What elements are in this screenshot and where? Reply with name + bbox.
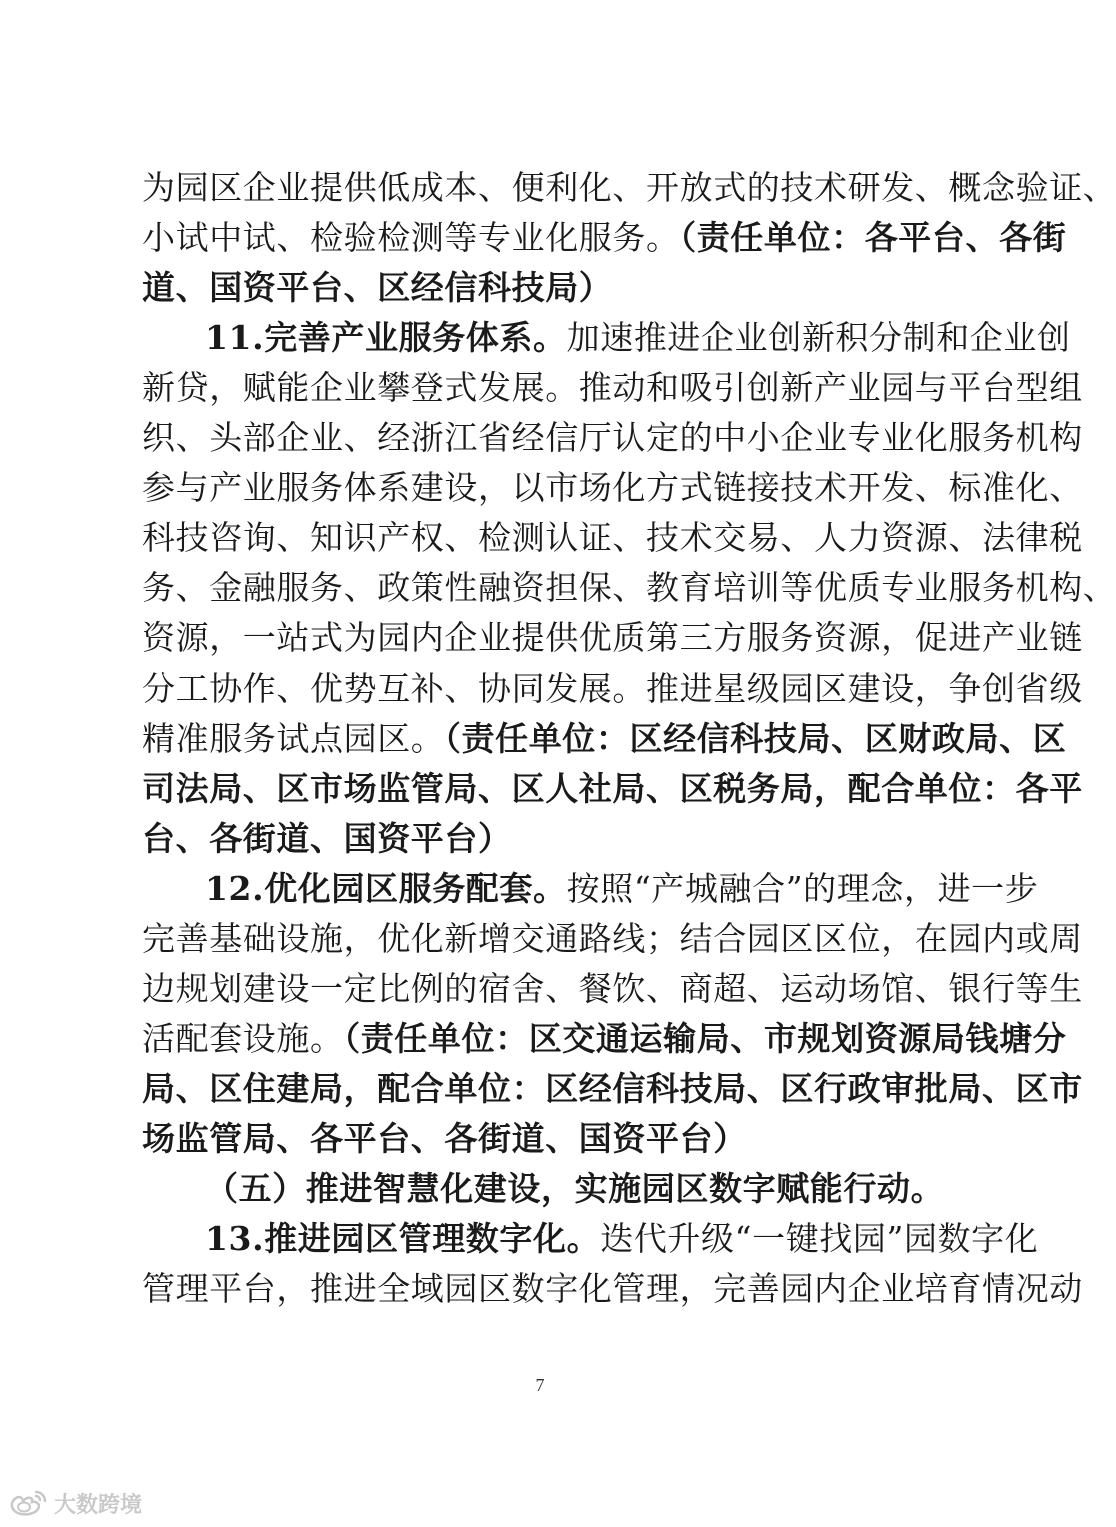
- text-segment: 科技咨询、知识产权、检测认证、技术交易、人力资源、法律税: [142, 518, 1083, 558]
- text-segment: 资源，一站式为园内企业提供优质第三方服务资源，促进产业链: [142, 618, 1083, 658]
- watermark: [8, 1486, 142, 1520]
- text-segment: 为园区企业提供低成本、便利化、开放式的技术研发、概念验证、: [142, 168, 1116, 207]
- text-line: [142, 413, 1083, 463]
- bold-text-segment: （责任单位：区经信科技局、区财政局、区: [444, 718, 1067, 758]
- text-line: [142, 914, 1083, 964]
- text-line: [142, 263, 942, 313]
- text-segment: 小试中试、检验检测等专业化服务。: [142, 218, 680, 258]
- text-segment: 务、金融服务、政策性融资担保、教育培训等优质专业服务机构、: [142, 568, 1116, 608]
- text-line: [205, 313, 1071, 363]
- text-line: [142, 613, 1083, 663]
- text-line: [142, 513, 1083, 563]
- text-segment: 织、头部企业、经浙江省经信厅认定的中小企业专业化服务机构: [142, 418, 1083, 458]
- bold-text-segment: 11.完善产业服务体系。: [205, 318, 567, 358]
- text-line: [142, 1064, 1083, 1114]
- bold-text-segment: 局、区住建局，配合单位：区经信科技局、区行政审批局、区市: [142, 1068, 1083, 1108]
- text-line: [142, 1014, 1067, 1064]
- text-line: [142, 964, 1083, 1014]
- bold-text-segment: 道、国资平台、区经信科技局）: [142, 268, 613, 308]
- bold-text-segment: 12.优化园区服务配套。: [205, 868, 567, 908]
- text-segment: 新贷，赋能企业攀登式发展。推动和吸引创新产业园与平台型组: [142, 368, 1083, 408]
- bold-text-segment: 13.推进园区管理数字化。: [205, 1219, 601, 1259]
- text-segment: 精准服务试点园区。: [142, 718, 445, 758]
- text-line: [142, 213, 1067, 263]
- text-line: [142, 664, 1083, 714]
- text-line: [142, 814, 942, 864]
- text-segment: 分工协作、优势互补、协同发展。推进星级园区建设，争创省级: [142, 668, 1083, 708]
- text-segment: 按照“产城融合”的理念，进一步: [566, 868, 1039, 908]
- text-line: [142, 1114, 942, 1164]
- text-line: [142, 563, 1116, 613]
- text-line: [142, 764, 1083, 814]
- page-number: 7: [535, 1375, 545, 1395]
- text-segment: 参与产业服务体系建设，以市场化方式链接技术开发、标准化、: [142, 468, 1083, 508]
- text-segment: 活配套设施。: [142, 1018, 344, 1058]
- text-line: [205, 1214, 1039, 1264]
- text-segment: 迭代升级“一键找园”园数字化: [600, 1219, 1039, 1259]
- text-line: [142, 1264, 1083, 1314]
- text-line: [205, 864, 1039, 914]
- text-segment: 完善基础设施，优化新增交通路线；结合园区区位，在园内或周: [142, 918, 1083, 958]
- text-line: [142, 714, 1067, 764]
- watermark-text: 大数跨境: [54, 1492, 143, 1518]
- text-line: [142, 163, 1116, 213]
- text-line: [142, 363, 1083, 413]
- text-line: [142, 463, 1083, 513]
- bold-text-segment: （五）推进智慧化建设，实施园区数字赋能行动。: [205, 1169, 945, 1208]
- bold-text-segment: （责任单位：区交通运输局、市规划资源局钱塘分: [343, 1018, 1067, 1058]
- text-line: [205, 1164, 945, 1214]
- bold-text-segment: （责任单位：各平台、各街: [679, 218, 1067, 258]
- text-segment: 管理平台，推进全域园区数字化管理，完善园内企业培育情况动: [142, 1269, 1083, 1309]
- weibo-logo-icon: [8, 1488, 48, 1518]
- bold-text-segment: 台、各街道、国资平台）: [142, 818, 512, 858]
- bold-text-segment: 场监管局、各平台、各街道、国资平台）: [142, 1118, 747, 1158]
- text-segment: 加速推进企业创新积分制和企业创: [566, 318, 1071, 358]
- text-segment: 边规划建设一定比例的宿舍、餐饮、商超、运动场馆、银行等生: [142, 968, 1083, 1008]
- bold-text-segment: 司法局、区市场监管局、区人社局、区税务局，配合单位：各平: [142, 768, 1083, 808]
